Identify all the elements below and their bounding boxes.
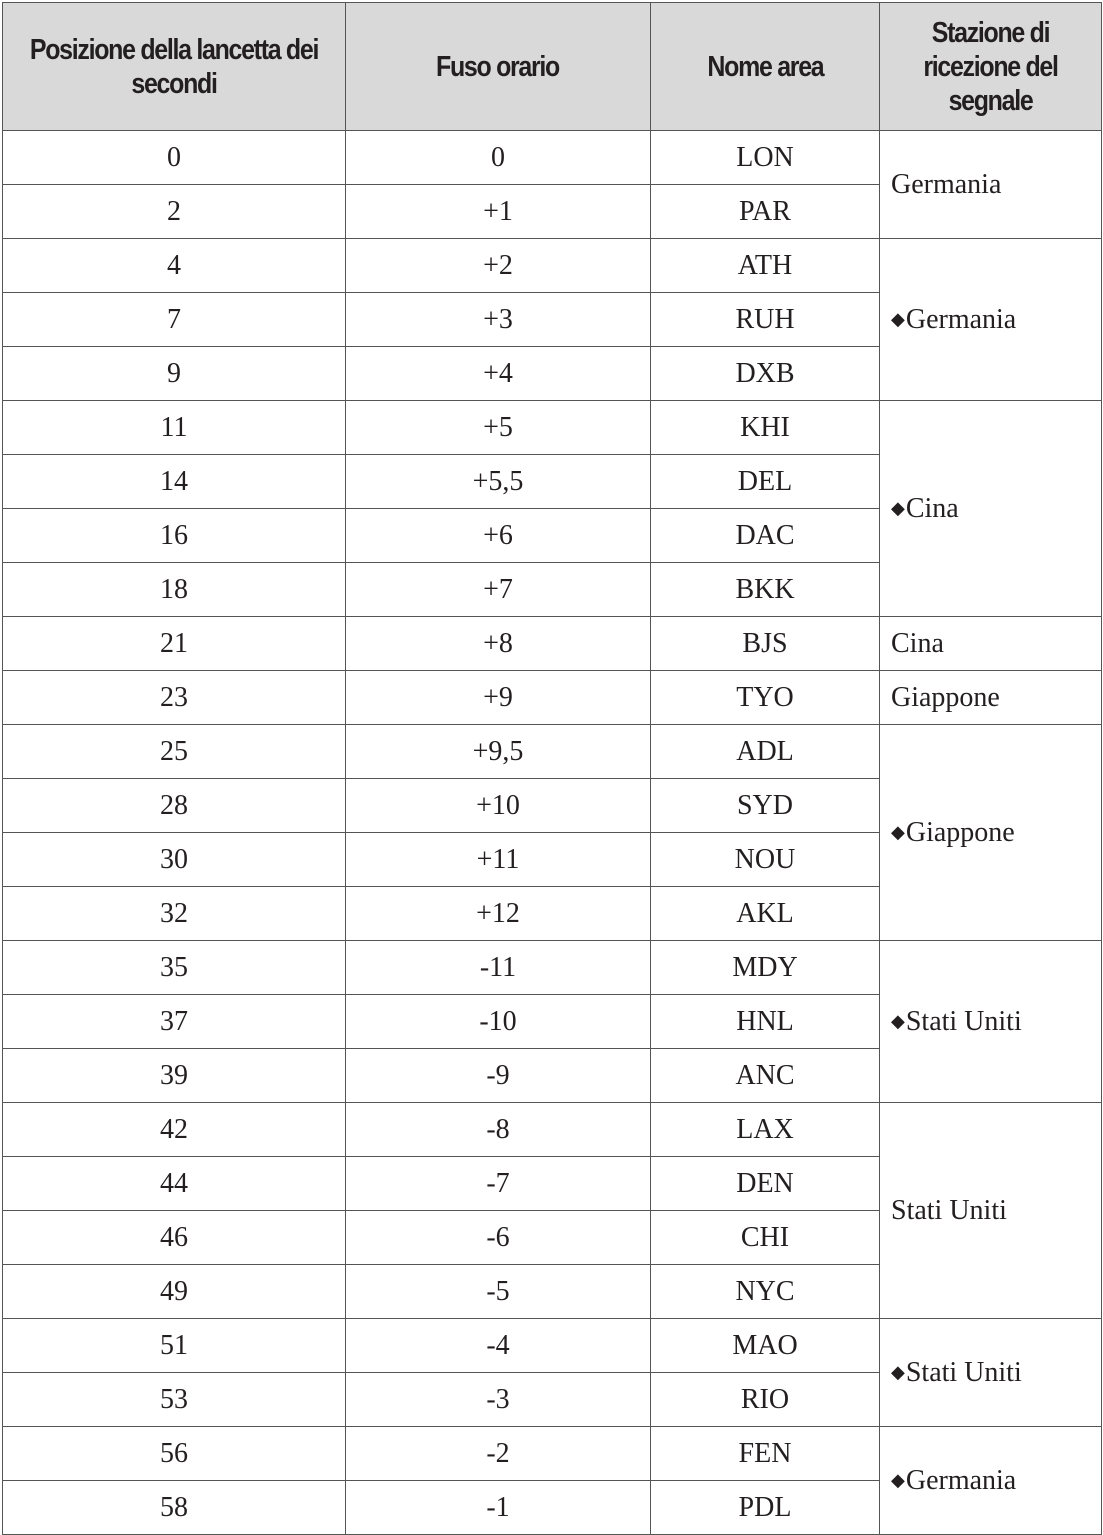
station-name: Stati Uniti bbox=[905, 1356, 1022, 1388]
cell-station bbox=[880, 671, 1102, 725]
header-area-label: Nome area bbox=[707, 50, 823, 83]
diamond-marker-icon: ◆ bbox=[891, 1361, 905, 1382]
cell-position: 25 bbox=[3, 725, 346, 779]
cell-area: TYO bbox=[651, 671, 880, 725]
table-row bbox=[3, 617, 1102, 671]
table-row bbox=[3, 1319, 1102, 1373]
cell-position: 35 bbox=[3, 941, 346, 995]
cell-station bbox=[880, 1319, 1102, 1427]
cell-area: SYD bbox=[651, 779, 880, 833]
cell-position: 0 bbox=[3, 131, 346, 185]
header-position bbox=[3, 3, 346, 131]
cell-position: 21 bbox=[3, 617, 346, 671]
cell-area: MDY bbox=[651, 941, 880, 995]
table-row bbox=[3, 671, 1102, 725]
table-row bbox=[3, 1427, 1102, 1481]
cell-timezone: -6 bbox=[346, 1211, 651, 1265]
station-name: Germania bbox=[905, 1464, 1017, 1496]
diamond-marker-icon: ◆ bbox=[891, 497, 905, 518]
cell-timezone: +4 bbox=[346, 347, 651, 401]
cell-timezone: +6 bbox=[346, 509, 651, 563]
cell-area: PDL bbox=[651, 1481, 880, 1535]
cell-position: 28 bbox=[3, 779, 346, 833]
cell-timezone: -3 bbox=[346, 1373, 651, 1427]
header-area bbox=[651, 3, 880, 131]
cell-area: KHI bbox=[651, 401, 880, 455]
cell-position: 18 bbox=[3, 563, 346, 617]
table-row bbox=[3, 239, 1102, 293]
cell-area: NYC bbox=[651, 1265, 880, 1319]
cell-timezone: +11 bbox=[346, 833, 651, 887]
table-row bbox=[3, 1103, 1102, 1157]
cell-position: 39 bbox=[3, 1049, 346, 1103]
cell-timezone: +9,5 bbox=[346, 725, 651, 779]
cell-position: 30 bbox=[3, 833, 346, 887]
cell-position: 7 bbox=[3, 293, 346, 347]
cell-station bbox=[880, 1427, 1102, 1535]
diamond-marker-icon: ◆ bbox=[891, 308, 905, 329]
cell-area: DXB bbox=[651, 347, 880, 401]
cell-timezone: +5 bbox=[346, 401, 651, 455]
cell-area: DEL bbox=[651, 455, 880, 509]
cell-area: LAX bbox=[651, 1103, 880, 1157]
station-name: Giappone bbox=[905, 816, 1015, 848]
cell-timezone: -4 bbox=[346, 1319, 651, 1373]
table-row bbox=[3, 131, 1102, 185]
cell-area: DAC bbox=[651, 509, 880, 563]
cell-station bbox=[880, 1103, 1102, 1319]
cell-station bbox=[880, 725, 1102, 941]
cell-area: AKL bbox=[651, 887, 880, 941]
cell-timezone: +8 bbox=[346, 617, 651, 671]
header-station bbox=[880, 3, 1102, 131]
table-row bbox=[3, 401, 1102, 455]
cell-area: MAO bbox=[651, 1319, 880, 1373]
cell-station bbox=[880, 239, 1102, 401]
cell-area: CHI bbox=[651, 1211, 880, 1265]
cell-station bbox=[880, 617, 1102, 671]
table-row bbox=[3, 941, 1102, 995]
cell-timezone: -8 bbox=[346, 1103, 651, 1157]
cell-timezone: 0 bbox=[346, 131, 651, 185]
table-row bbox=[3, 725, 1102, 779]
cell-timezone: -7 bbox=[346, 1157, 651, 1211]
station-name: Cina bbox=[905, 492, 959, 524]
cell-area: ATH bbox=[651, 239, 880, 293]
cell-area: RUH bbox=[651, 293, 880, 347]
station-name: Stati Uniti bbox=[891, 1194, 1007, 1226]
header-row bbox=[3, 3, 1102, 131]
station-name: Giappone bbox=[891, 681, 1000, 713]
cell-position: 2 bbox=[3, 185, 346, 239]
table-body bbox=[3, 131, 1102, 1535]
cell-timezone: -9 bbox=[346, 1049, 651, 1103]
cell-area: LON bbox=[651, 131, 880, 185]
cell-area: NOU bbox=[651, 833, 880, 887]
cell-timezone: +12 bbox=[346, 887, 651, 941]
cell-timezone: -2 bbox=[346, 1427, 651, 1481]
cell-station bbox=[880, 941, 1102, 1103]
header-timezone-label: Fuso orario bbox=[436, 50, 560, 83]
header-timezone bbox=[346, 3, 651, 131]
cell-timezone: +3 bbox=[346, 293, 651, 347]
cell-timezone: -5 bbox=[346, 1265, 651, 1319]
cell-area: BKK bbox=[651, 563, 880, 617]
station-name: Germania bbox=[905, 303, 1017, 335]
cell-position: 46 bbox=[3, 1211, 346, 1265]
cell-position: 37 bbox=[3, 995, 346, 1049]
cell-area: RIO bbox=[651, 1373, 880, 1427]
diamond-marker-icon: ◆ bbox=[891, 821, 905, 842]
cell-position: 32 bbox=[3, 887, 346, 941]
cell-timezone: +10 bbox=[346, 779, 651, 833]
cell-position: 4 bbox=[3, 239, 346, 293]
cell-area: FEN bbox=[651, 1427, 880, 1481]
cell-station bbox=[880, 131, 1102, 239]
cell-area: ANC bbox=[651, 1049, 880, 1103]
station-name: Germania bbox=[891, 168, 1002, 200]
cell-position: 58 bbox=[3, 1481, 346, 1535]
cell-timezone: +9 bbox=[346, 671, 651, 725]
cell-station bbox=[880, 401, 1102, 617]
cell-timezone: +5,5 bbox=[346, 455, 651, 509]
cell-area: HNL bbox=[651, 995, 880, 1049]
cell-timezone: -10 bbox=[346, 995, 651, 1049]
timezone-table bbox=[2, 2, 1102, 1535]
cell-position: 23 bbox=[3, 671, 346, 725]
cell-position: 11 bbox=[3, 401, 346, 455]
diamond-marker-icon: ◆ bbox=[891, 1010, 905, 1031]
cell-timezone: +2 bbox=[346, 239, 651, 293]
cell-area: DEN bbox=[651, 1157, 880, 1211]
cell-position: 51 bbox=[3, 1319, 346, 1373]
cell-position: 42 bbox=[3, 1103, 346, 1157]
cell-timezone: -1 bbox=[346, 1481, 651, 1535]
cell-area: PAR bbox=[651, 185, 880, 239]
cell-position: 53 bbox=[3, 1373, 346, 1427]
cell-position: 56 bbox=[3, 1427, 346, 1481]
diamond-marker-icon: ◆ bbox=[891, 1469, 905, 1490]
cell-position: 16 bbox=[3, 509, 346, 563]
cell-timezone: +7 bbox=[346, 563, 651, 617]
station-name: Stati Uniti bbox=[905, 1005, 1022, 1037]
cell-timezone: +1 bbox=[346, 185, 651, 239]
header-station-label: Stazione di ricezione del segnale bbox=[923, 16, 1058, 117]
cell-area: BJS bbox=[651, 617, 880, 671]
station-name: Cina bbox=[891, 627, 944, 659]
cell-position: 49 bbox=[3, 1265, 346, 1319]
cell-position: 9 bbox=[3, 347, 346, 401]
header-position-label: Posizione della lancetta dei secondi bbox=[29, 33, 319, 100]
cell-position: 14 bbox=[3, 455, 346, 509]
cell-timezone: -11 bbox=[346, 941, 651, 995]
cell-area: ADL bbox=[651, 725, 880, 779]
cell-position: 44 bbox=[3, 1157, 346, 1211]
